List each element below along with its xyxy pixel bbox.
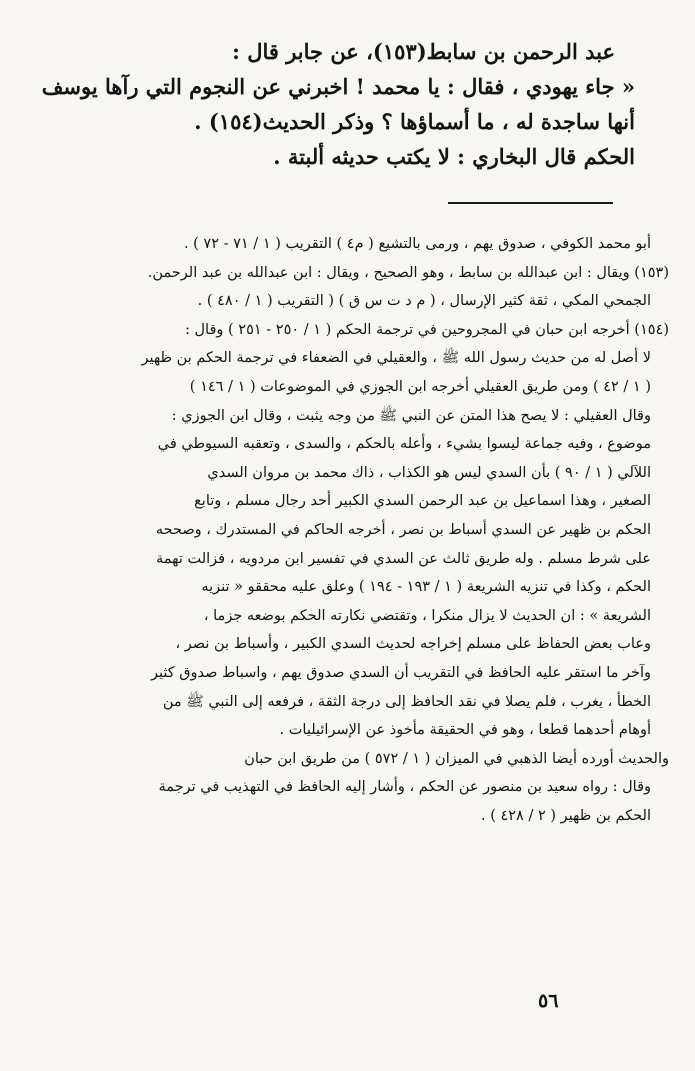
footnote-line: الصغير ، وهذا اسماعيل بن عبد الرحمن السدي الكبير أحد رجال مسلم ، وتابع — [194, 493, 651, 510]
footnote-line: وقال العقيلي : لا يصح هذا المتن عن النبي ﷺ من وجه يثبت ، وقال ابن الجوزي : — [171, 407, 651, 424]
footnote-line: موضوع ، وفيه جماعة ليسوا بشيء ، وأعله بالحكم ، والسدى ، وتعقبه السيوطي في — [157, 436, 651, 453]
main-text — [40, 34, 635, 174]
page-number: ٥٦ — [538, 990, 559, 1012]
footnote-line: أوهام أحدهما قطعا ، وهو في الحقيقة مأخوذ عن الإسرائيليات . — [279, 722, 651, 739]
footnote-line: لا أصل له من حديث رسول الله ﷺ ، والعقيلي في الضعفاء في ترجمة الحكم بن ظهير — [141, 350, 651, 367]
main-line: الحكم قال البخاري : لا يكتب حديثه ألبتة . — [273, 144, 635, 169]
footnote-line: ( ١ / ٤٢ ) ومن طريق العقيلي أخرجه ابن الجوزي في الموضوعات ( ١ / ١٤٦ ) — [189, 378, 651, 395]
footnote-line: وعاب بعض الحفاظ على مسلم إخراجه لحديث السدي الكبير ، وأسباط بن نصر ، — [175, 636, 651, 653]
footnote-line: والحديث أورده أيضا الذهبي في الميزان ( ١ / ٥٧٢ ) من طريق ابن حبان — [244, 750, 669, 767]
main-line: عبد الرحمن بن سابط(١٥٣)، عن جابر قال : — [232, 39, 615, 64]
footnote-line: الجمحي المكي ، ثقة كثير الإرسال ، ( م د ت س ق ) ( التقريب ( ١ / ٤٨٠ ) . — [197, 293, 651, 310]
footnote-line: الحكم ، وكذا في تنزيه الشريعة ( ١ / ١٩٣ - ١٩٤ ) وعلق عليه محققو « تنزيه — [201, 579, 651, 596]
main-line: أنها ساجدة له ، ما أسماؤها ؟ وذكر الحديث(١٥٤) . — [194, 109, 635, 134]
footnote-line: الحكم بن ظهير ( ٢ / ٤٢٨ ) . — [481, 807, 651, 824]
footnote-line: اللآلي ( ١ / ٩٠ ) بأن السدي ليس هو الكذاب ، ذاك محمد بن مروان السدي — [207, 464, 651, 481]
footnote-line: وآخر ما استقر عليه الحافظ في التقريب أن السدي صدوق يهم ، واسباط صدوق كثير — [150, 664, 651, 681]
footnote-line: وقال : رواه سعيد بن منصور عن الحكم ، وأشار إليه الحافظ في التهذيب في ترجمة — [158, 779, 651, 796]
footnotes — [26, 230, 669, 830]
footnote-line: الشريعة » : ان الحديث لا يزال منكرا ، وتقتضي نكارته الحكم بوضعه جزما ، — [203, 607, 651, 624]
footnote-divider — [448, 202, 613, 204]
footnote-line: على شرط مسلم . وله طريق ثالث عن السدي في تفسير ابن مردويه ، فزالت تهمة — [155, 550, 651, 567]
footnote-line: أبو محمد الكوفي ، صدوق يهم ، ورمى بالتشيع ( م٤ ) التقريب ( ١ / ٧١ - ٧٢ ) . — [183, 236, 651, 252]
footnote-line: الخطأ ، يغرب ، فلم يصلا في نقد الحافظ إلى درجة الثقة ، فرفعه إلى النبي ﷺ من — [162, 693, 651, 710]
footnote-line: الحكم بن ظهير عن السدي أسباط بن نصر ، أخرجه الحاكم في المستدرك ، وصححه — [155, 521, 651, 538]
footnote-line: (١٥٣) ويقال : ابن عبدالله بن سابط ، وهو الصحيح ، ويقال : ابن عبدالله بن عبد الرحمن. — [147, 264, 669, 281]
main-line: « جاء يهودي ، فقال : يا محمد ! اخبرني عن النجوم التي رآها يوسف — [41, 74, 635, 99]
footnote-line: (١٥٤) أخرجه ابن حبان في المجروحين في ترجمة الحكم ( ١ / ٢٥٠ - ٢٥١ ) وقال : — [185, 321, 669, 338]
